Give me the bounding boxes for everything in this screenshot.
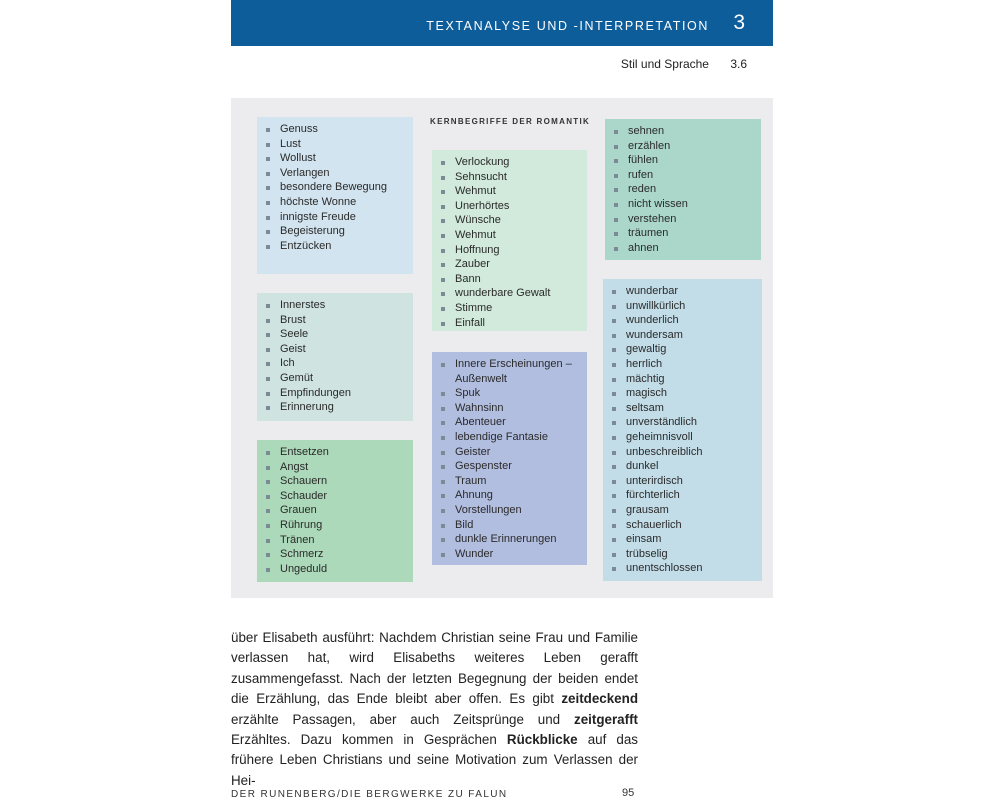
list-item: Genuss [257,122,413,137]
list-item: Ich [257,356,413,371]
list-item: Geist [257,342,413,357]
list-item: reden [605,182,761,197]
list-item: wunderbar [603,284,762,299]
list-item: wunderbare Gewalt [432,286,587,301]
body-bold-term: zeitgerafft [574,711,638,727]
list-item: Stimme [432,301,587,316]
list-item: innigste Freude [257,210,413,225]
list-item: Wunder [432,547,587,562]
list-item: Rührung [257,518,413,533]
list-item: Verlockung [432,155,587,170]
list-item: Entsetzen [257,445,413,460]
header-bar [231,0,773,46]
list-item: Gemüt [257,371,413,386]
list-item: Brust [257,313,413,328]
list-item: Entzücken [257,239,413,254]
term-box-pleasure [257,117,413,274]
list-item: unentschlossen [603,561,762,576]
page-number: 95 [622,787,635,799]
list-item: Hoffnung [432,243,587,258]
list-item: Schauder [257,489,413,504]
list-item: Wollust [257,151,413,166]
body-text-part: über Elisabeth ausführt: Nachdem Christian seine Frau und Familie verlassen hat, wird Elisabeths weiteres Leben gerafft zusammengefasst. Nach der letzten Begegnung der beiden endet die Erzählung, das Ende bleibt aber offen. Es gibt [231,630,638,707]
list-item: ahnen [605,241,761,256]
list-item: Spuk [432,386,587,401]
list-item: verstehen [605,212,761,227]
list-item: Verlangen [257,166,413,181]
list-item: Bild [432,518,587,533]
list-item: magisch [603,386,762,401]
list-item: Unerhörtes [432,199,587,214]
list-item: Geister [432,445,587,460]
list-item: mächtig [603,372,762,387]
list-item: Lust [257,137,413,152]
footer-book-title: DER RUNENBERG/DIE BERGWERKE ZU FALUN [231,789,508,800]
list-item: Wehmut [432,184,587,199]
list-item: Ahnung [432,488,587,503]
list-item: Schmerz [257,547,413,562]
list-item: träumen [605,226,761,241]
list-item: Wünsche [432,213,587,228]
subheading-label: Stil und Sprache [620,57,709,71]
list-item: Erinnerung [257,400,413,415]
list-item: rufen [605,168,761,183]
list-item: Vorstellungen [432,503,587,518]
list-item: Begeisterung [257,224,413,239]
list-item: Abenteuer [432,415,587,430]
list-item: unbeschreiblich [603,445,762,460]
list-item: seltsam [603,401,762,416]
list-item: fürchterlich [603,488,762,503]
list-item: Schauern [257,474,413,489]
body-bold-term: Rückblicke [506,732,578,748]
list-item: Innerstes [257,298,413,313]
list-item: fühlen [605,153,761,168]
body-text-part: auf das frühere Leben Christians und seine Motivation zum Verlassen der Hei- [231,732,638,788]
list-item: Wahnsinn [432,401,587,416]
list-item: trübselig [603,547,762,562]
list-item: wundersam [603,328,762,343]
list-item: Einfall [432,316,587,331]
list-item: unwillkürlich [603,299,762,314]
list-item: dunkel [603,459,762,474]
term-box-inner-self [257,293,413,421]
body-bold-term: zeitdeckend [561,691,638,707]
body-text-part: Erzähltes. Dazu kommen in Gesprächen [231,732,507,748]
term-box-verbs [605,119,761,260]
list-item: Innere Erscheinungen – [432,357,587,372]
section-title: TEXTANALYSE UND -INTERPRETATION [426,19,709,33]
list-item: erzählen [605,139,761,154]
list-item: Empfindungen [257,386,413,401]
list-item: unterirdisch [603,474,762,489]
term-box-apparitions [432,352,587,565]
list-item: dunkle Erinnerungen [432,532,587,547]
list-item: schauerlich [603,518,762,533]
list-item: sehnen [605,124,761,139]
list-item: höchste Wonne [257,195,413,210]
term-box-fear [257,440,413,582]
term-box-longing [432,150,587,331]
list-item: Sehnsucht [432,170,587,185]
list-item: Bann [432,272,587,287]
list-item: einsam [603,532,762,547]
body-paragraph [231,628,638,791]
diagram-title: KERNBEGRIFFE DER ROMANTIK [430,117,591,126]
list-item: lebendige Fantasie [432,430,587,445]
list-item: Zauber [432,257,587,272]
list-item: Tränen [257,533,413,548]
list-item: Gespenster [432,459,587,474]
list-item: besondere Bewegung [257,180,413,195]
body-text-part: erzählte Passagen, aber auch Zeitsprünge und [231,711,574,727]
list-item-continuation: Außenwelt [455,372,507,385]
list-item: wunderlich [603,313,762,328]
list-item: unverständlich [603,415,762,430]
list-item: herrlich [603,357,762,372]
list-item: gewaltig [603,342,762,357]
list-item: Grauen [257,503,413,518]
list-item: Wehmut [432,228,587,243]
list-item: grausam [603,503,762,518]
term-box-adjectives [603,279,762,581]
list-item: geheimnisvoll [603,430,762,445]
list-item: Angst [257,460,413,475]
list-item: Seele [257,327,413,342]
list-item: Ungeduld [257,562,413,577]
list-item: nicht wissen [605,197,761,212]
list-item: Traum [432,474,587,489]
chapter-number: 3 [733,11,745,34]
subheading-number: 3.6 [730,57,747,71]
subheading [621,57,747,71]
